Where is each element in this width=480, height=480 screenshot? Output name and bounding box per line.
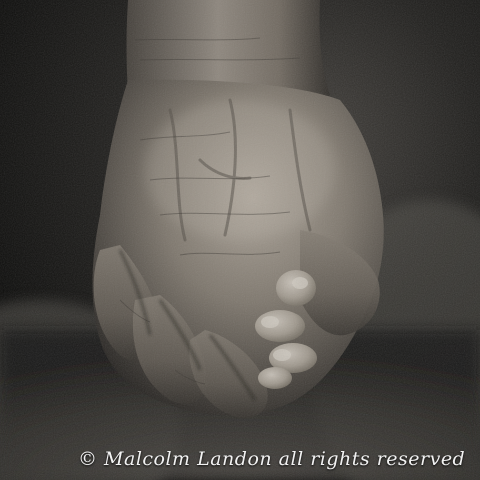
copyright-watermark: © Malcolm Landon all rights reserved [78, 448, 466, 470]
